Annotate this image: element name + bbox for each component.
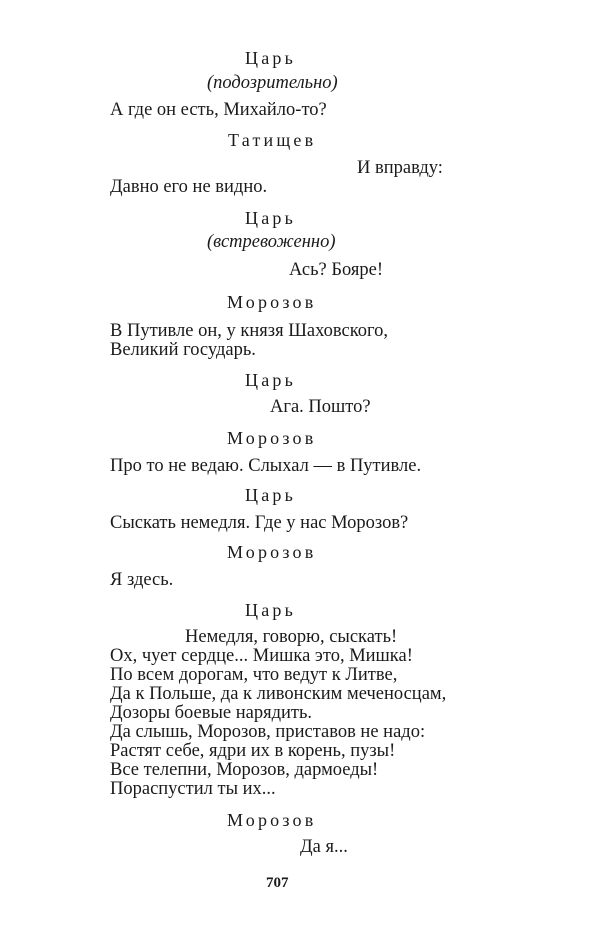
stage-direction: (встревоженно)	[207, 232, 336, 252]
verse-line: Дозоры боевые нарядить.	[110, 703, 313, 723]
verse-line: Все телепни, Морозов, дармоеды!	[110, 760, 379, 780]
verse-line: Да я...	[300, 837, 348, 857]
verse-line: Я здесь.	[110, 570, 174, 590]
speaker-name: Морозов	[227, 428, 317, 448]
verse-line: Ох, чует сердце... Мишка это, Мишка!	[110, 646, 413, 666]
verse-line: Немедля, говорю, сыскать!	[185, 627, 398, 647]
verse-line: Давно его не видно.	[110, 177, 268, 197]
speaker-name: Царь	[245, 600, 296, 620]
verse-line: Пораспустил ты их...	[110, 779, 276, 799]
verse-line: В Путивле он, у князя Шаховского,	[110, 321, 389, 341]
verse-line: Растят себе, ядри их в корень, пузы!	[110, 741, 396, 761]
speaker-name: Морозов	[227, 810, 317, 830]
speaker-name: Морозов	[227, 292, 317, 312]
speaker-name: Царь	[245, 485, 296, 505]
verse-line: И вправду:	[357, 158, 443, 178]
verse-line: Ага. Пошто?	[270, 397, 371, 417]
speaker-name: Царь	[245, 48, 296, 68]
verse-line: Да к Польше, да к ливонским меченосцам,	[110, 684, 447, 704]
stage-direction: (подозрительно)	[207, 73, 338, 93]
speaker-name: Царь	[245, 370, 296, 390]
page-number: 707	[266, 875, 289, 891]
verse-line: Про то не ведаю. Слыхал — в Путивле.	[110, 456, 422, 476]
verse-line: Да слышь, Морозов, приставов не надо:	[110, 722, 426, 742]
verse-line: А где он есть, Михайло-то?	[110, 100, 327, 120]
verse-line: Сыскать немедля. Где у нас Морозов?	[110, 513, 409, 533]
speaker-name: Морозов	[227, 542, 317, 562]
verse-line: По всем дорогам, что ведут к Литве,	[110, 665, 398, 685]
verse-line: Великий государь.	[110, 340, 256, 360]
speaker-name: Царь	[245, 208, 296, 228]
speaker-name: Татищев	[228, 130, 317, 150]
verse-line: Ась? Бояре!	[289, 260, 384, 280]
